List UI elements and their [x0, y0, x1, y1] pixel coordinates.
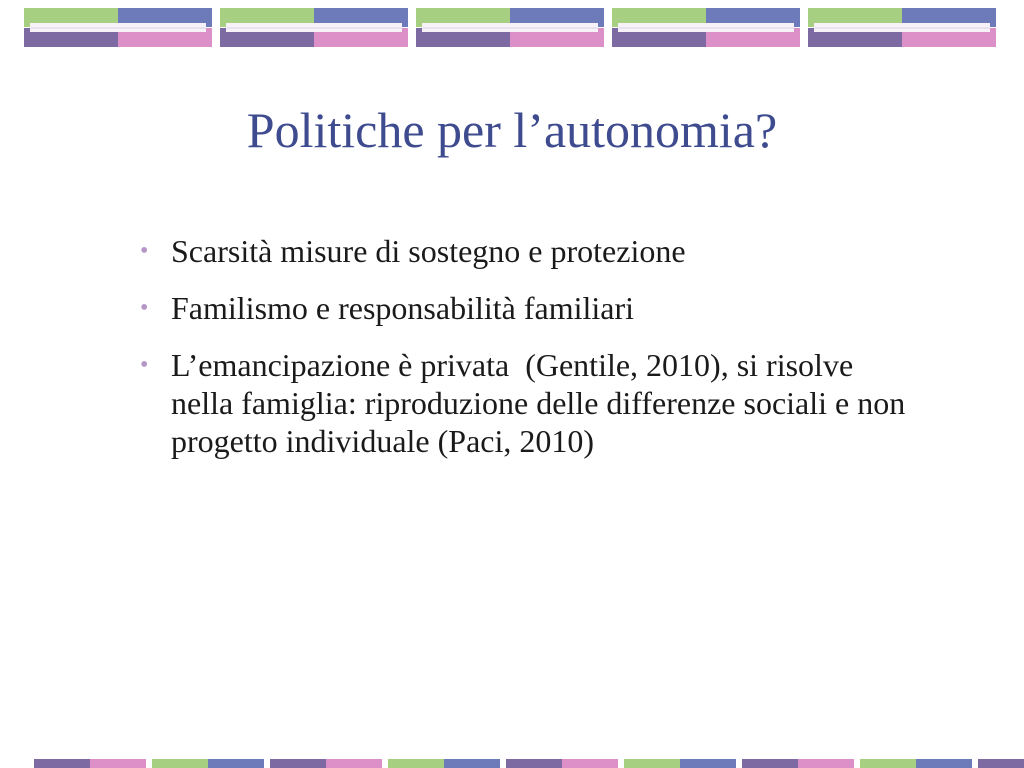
bullet-icon: • — [140, 352, 149, 378]
bullet-item — [140, 346, 914, 460]
decorative-segment — [208, 759, 264, 768]
decorative-segment — [388, 759, 444, 768]
decorative-block — [612, 8, 800, 47]
decorative-segment — [90, 759, 146, 768]
decorative-segment — [270, 759, 326, 768]
decorative-segment — [978, 759, 1024, 768]
decorative-segment — [860, 759, 916, 768]
bullet-item — [140, 289, 910, 327]
slide-title: Politiche per l’autonomia? — [246, 102, 778, 158]
bottom-decorative-band — [0, 759, 1024, 768]
decorative-block — [24, 8, 212, 47]
bullet-list-container — [140, 232, 914, 479]
decorative-block — [808, 8, 996, 47]
decorative-segment — [916, 759, 972, 768]
bullet-item — [140, 232, 910, 270]
decorative-segment — [444, 759, 500, 768]
bullet-text: Scarsità misure di sostegno e protezione — [171, 233, 686, 269]
decorative-segment — [798, 759, 854, 768]
bullet-icon: • — [140, 238, 149, 264]
decorative-segment — [326, 759, 382, 768]
decorative-block — [220, 8, 408, 47]
bullet-icon: • — [140, 295, 149, 321]
decorative-segment — [152, 759, 208, 768]
decorative-segment — [680, 759, 736, 768]
decorative-block — [416, 8, 604, 47]
bullet-text: L’emancipazione è privata (Gentile, 2010), si risolve nella famiglia: riproduzione delle differenze sociali e non progetto individuale (Paci, 2010) — [171, 347, 914, 459]
top-decorative-band — [0, 8, 1024, 48]
decorative-segment — [506, 759, 562, 768]
bullet-text: Familismo e responsabilità familiari — [171, 290, 635, 326]
decorative-segment — [562, 759, 618, 768]
decorative-segment — [34, 759, 90, 768]
decorative-segment — [742, 759, 798, 768]
decorative-segment — [624, 759, 680, 768]
bullet-list — [140, 232, 914, 460]
